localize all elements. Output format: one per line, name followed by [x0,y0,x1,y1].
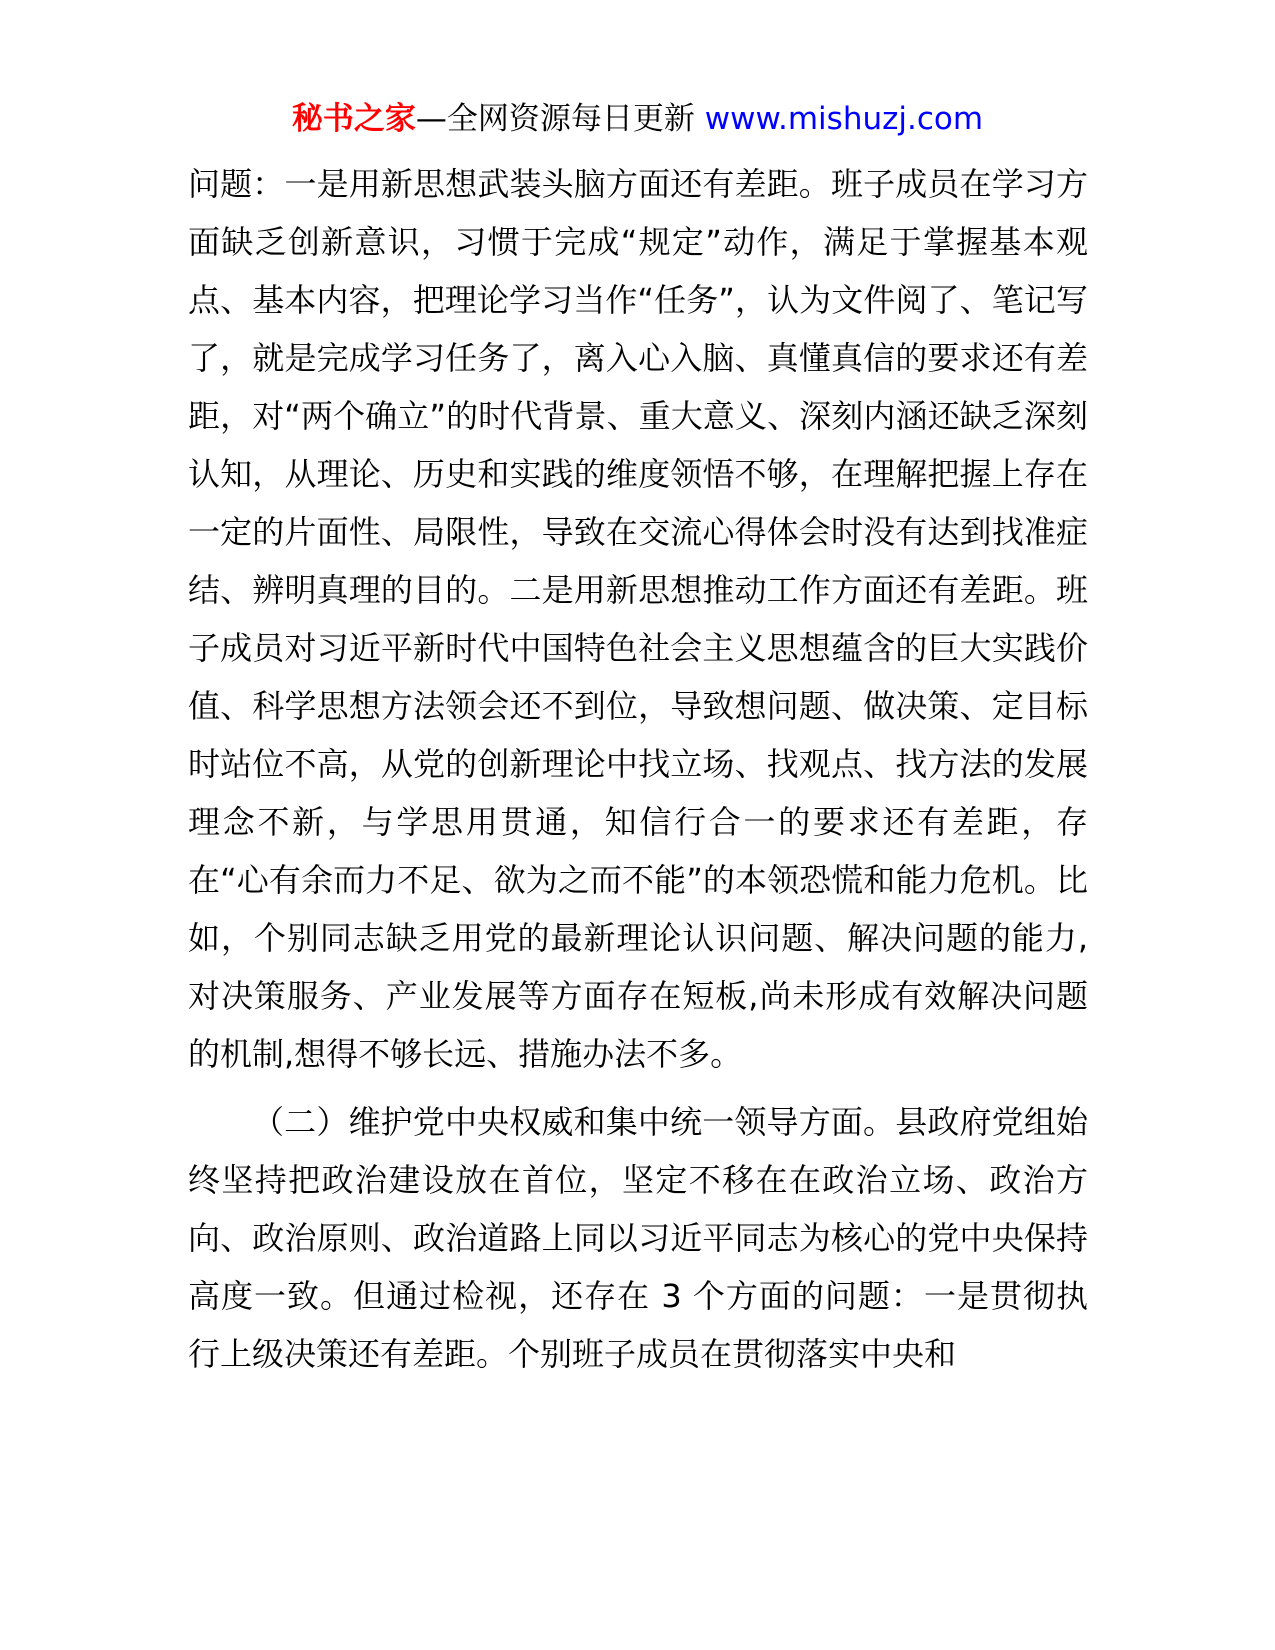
document-body [188,155,1088,1383]
paragraph: （二）维护党中央权威和集中统一领导方面。县政府党组始终坚持把政治建设放在首位，坚定不移在在政治立场、政治方向、政治原则、政治道路上同以习近平同志为核心的党中央保持高度一致。但通过检视，还存在 3 个方面的问题：一是贯彻执行上级决策还有差距。个别班子成员在贯彻落实中央和 [188,1103,1088,1373]
site-tagline: —全网资源每日更新 [415,101,705,137]
site-brand: 秘书之家 [291,101,416,137]
site-url[interactable]: www.mishuzj.com [704,101,984,137]
paragraph: 问题：一是用新思想武装头脑方面还有差距。班子成员在学习方面缺乏创新意识，习惯于完成“规定”动作，满足于掌握基本观点、基本内容，把理论学习当作“任务”，认为文件阅了、笔记写了，就是完成学习任务了，离入心入脑、真懂真信的要求还有差距，对“两个确立”的时代背景、重大意义、深刻内涵还缺乏深刻认知，从理论、历史和实践的维度领悟不够，在理解把握上存在一定的片面性、局限性，导致在交流心得体会时没有达到找准症结、辨明真理的目的。二是用新思想推动工作方面还有差距。班子成员对习近平新时代中国特色社会主义思想蕴含的巨大实践价值、科学思想方法领会还不到位，导致想问题、做决策、定目标时站位不高，从党的创新理论中找立场、找观点、找方法的发展理念不新，与学思用贯通，知信行合一的要求还有差距，存在“心有余而力不足、欲为之而不能”的本领恐慌和能力危机。比如，个别同志缺乏用党的最新理论认识问题、解决问题的能力,对决策服务、产业发展等方面存在短板,尚未形成有效解决问题的机制,想得不够长远、措施办法不多。 [188,165,1088,1073]
site-header [0,98,1275,140]
